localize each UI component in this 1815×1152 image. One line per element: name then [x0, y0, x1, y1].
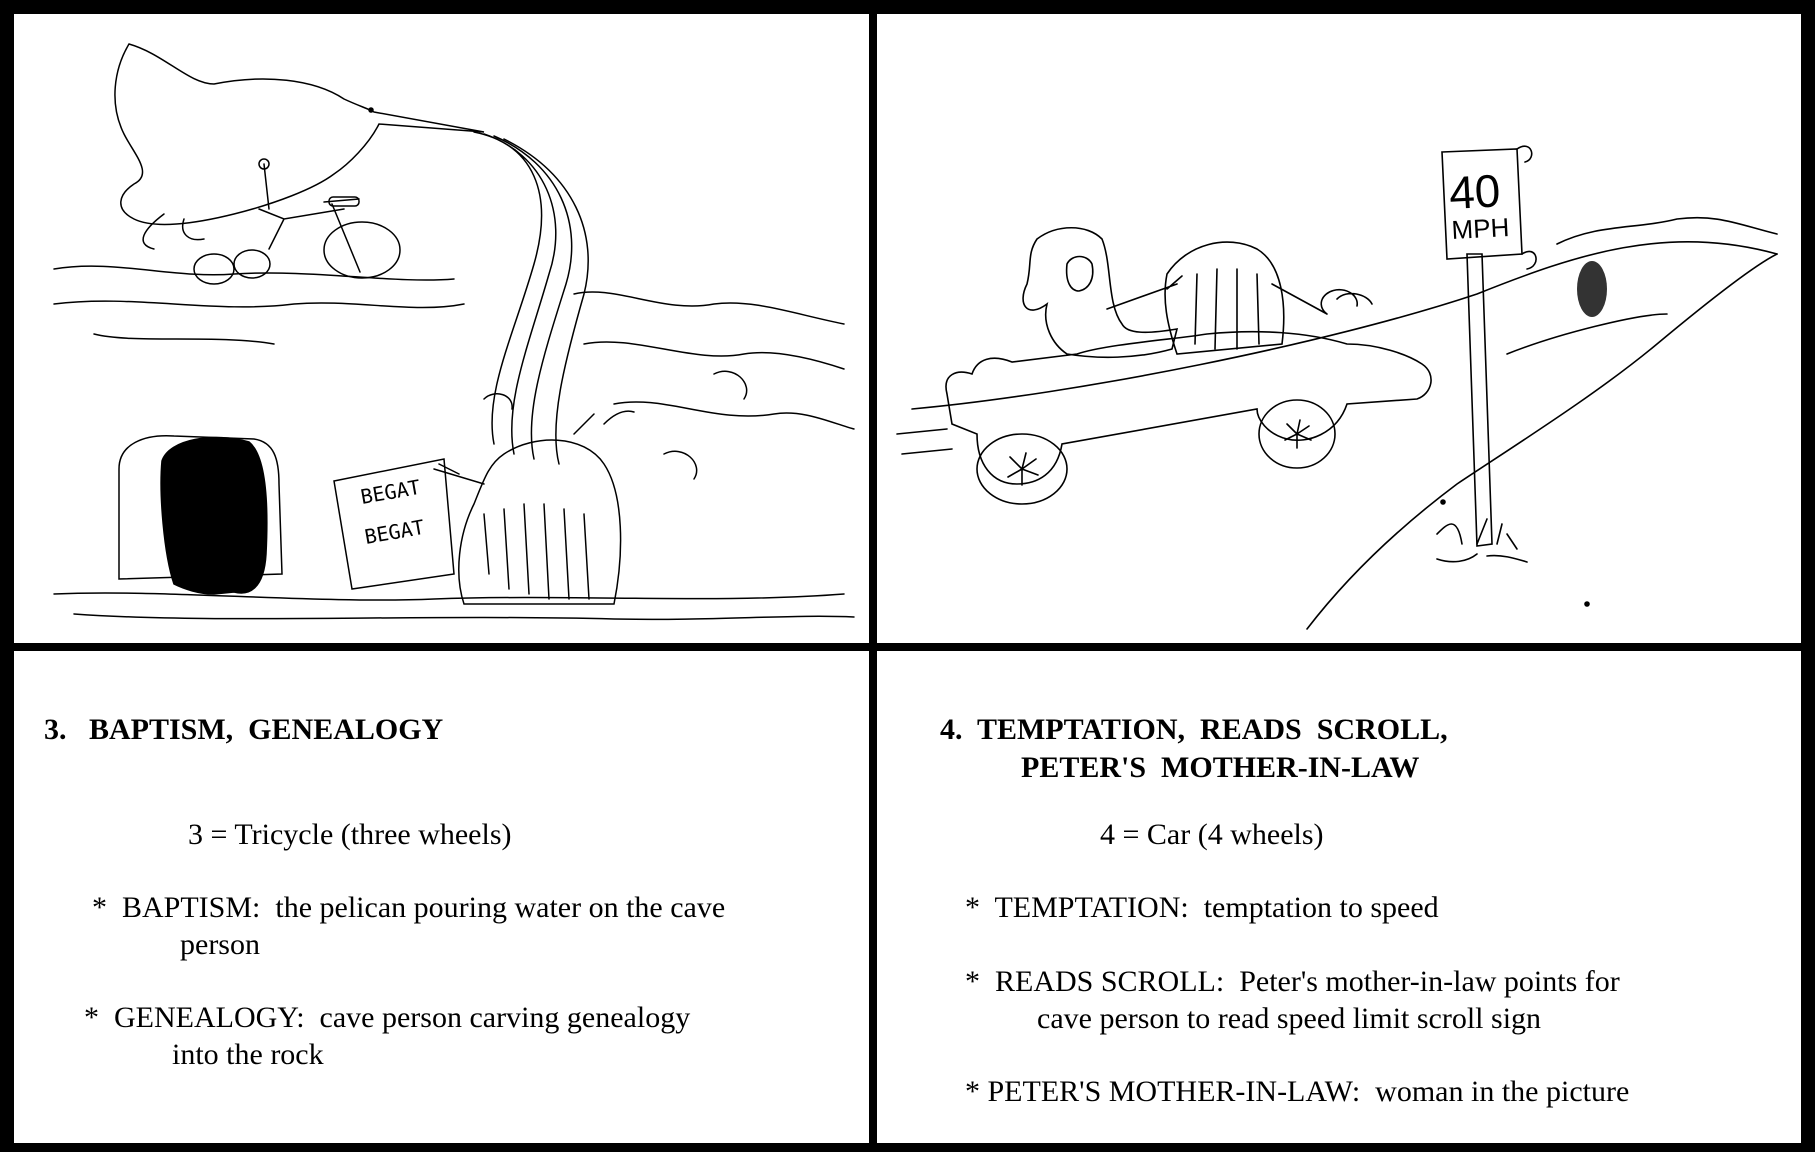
panel4-number-line: 4 = Car (4 wheels) [1100, 818, 1324, 851]
caption-baptism-genealogy [14, 651, 869, 1143]
sign-speed-number: 40 [1447, 164, 1502, 219]
panel4-heading-line2: PETER'S MOTHER-IN-LAW [1021, 751, 1420, 784]
cave-opening [161, 438, 267, 594]
tricycle-frame [259, 199, 360, 272]
panel3-heading: 3. BAPTISM, GENEALOGY [44, 713, 444, 746]
sign-post [1467, 254, 1492, 546]
cave-person-hair [459, 440, 621, 604]
panel4-bullet-mother-in-law: * PETER'S MOTHER-IN-LAW: woman in the picture [965, 1075, 1630, 1108]
tablet-text-2: BEGAT [362, 514, 427, 549]
road-edge [912, 242, 1777, 409]
panel4-heading-line1: 4. TEMPTATION, READS SCROLL, [940, 713, 1448, 746]
panel3-bullet-genealogy-cont: into the rock [172, 1038, 324, 1071]
panel3-bullet-baptism: * BAPTISM: the pelican pouring water on the cave [92, 891, 726, 924]
water-stream [474, 132, 588, 464]
panel3-bullet-baptism-cont: person [180, 928, 260, 961]
panel4-bullet-reads-scroll-cont: cave person to read speed limit scroll sign [1037, 1002, 1542, 1035]
illustration-temptation-scroll [877, 14, 1801, 643]
illustration-baptism-genealogy [14, 14, 869, 643]
temptation-scroll-drawing [877, 14, 1801, 643]
panel4-bullet-reads-scroll: * READS SCROLL: Peter's mother-in-law points for [965, 965, 1620, 998]
tricycle-front-wheel [324, 222, 400, 278]
panel3-bullet-genealogy: * GENEALOGY: cave person carving genealogy [84, 1001, 691, 1034]
sign-speed-unit: MPH [1450, 212, 1511, 245]
caption-temptation-scroll [877, 651, 1801, 1143]
pelican-outline [115, 44, 484, 224]
baptism-genealogy-drawing [14, 14, 869, 643]
tablet-text-1: BEGAT [358, 474, 423, 509]
panel3-number-line: 3 = Tricycle (three wheels) [188, 818, 512, 851]
rock-ledge [54, 266, 464, 344]
car-body [946, 332, 1431, 484]
panel4-bullet-temptation: * TEMPTATION: temptation to speed [965, 891, 1439, 924]
